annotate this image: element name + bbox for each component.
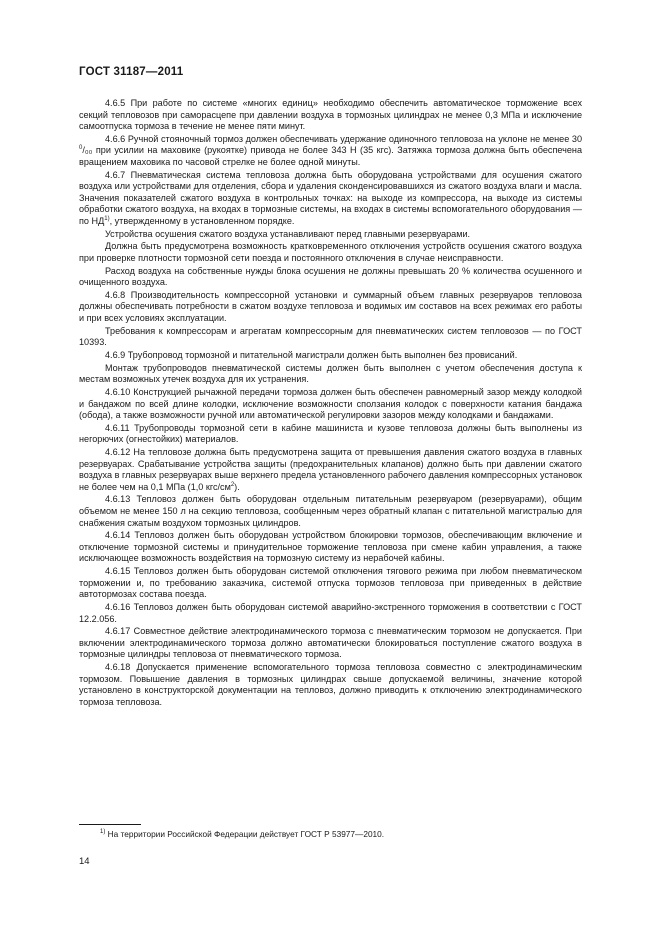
paragraph-text: Монтаж трубопроводов пневматической системы должен быть выполнен с учетом обеспечения доступа к местам возможных утечек воздуха для их устранения. bbox=[79, 362, 582, 385]
paragraph-text: Устройства осушения сжатого воздуха устанавливают перед главными резервуарами. bbox=[105, 228, 471, 239]
paragraph-text: 4.6.17 Совместное действие электродинамического тормоза с пневматическим тормозом не допускается. При включении электродинамического тормоза должно автоматически блокироваться поступление сжатого воздуха в тормозные цилиндры тепловоза от пневматического тормоза. bbox=[79, 626, 582, 660]
superscript: 0 bbox=[79, 145, 83, 152]
paragraph bbox=[79, 602, 582, 625]
footnote bbox=[100, 829, 384, 839]
paragraph bbox=[79, 326, 582, 349]
paragraph-text: Расход воздуха на собственные нужды блока осушения не должны превышать 20 % количества осушенного и очищенного воздуха. bbox=[79, 265, 582, 288]
paragraph-text: 4.6.8 Производительность компрессорной установки и суммарный объем главных резервуаров тепловоза должны обеспечивать потребности в сжатом воздухе тепловоза и водимых им составов на всех режимах его работы и при всех условиях эксплуатации. bbox=[79, 289, 582, 323]
paragraph-text: 4.6.7 Пневматическая система тепловоза должна быть оборудована устройствами для осушения сжатого воздуха или устройствами для отделения, сбора и удаления сконденсировавшихся из сжатого воздуха влаги и масла. Значения показателей сжатого воздуха в контрольных точках: на выходе из компрессора, на выходе из системы обработки сжатого воздуха, на входах в тормозные системы, на входах в системы вспомогательного оборудования — по НД bbox=[79, 169, 582, 226]
footnote-marker: 1) bbox=[100, 829, 106, 836]
paragraph bbox=[79, 266, 582, 289]
footnote-text: На территории Российской Федерации действует ГОСТ Р 53977—2010. bbox=[107, 829, 385, 839]
paragraph-text: 4.6.9 Трубопровод тормозной и питательной магистрали должен быть выполнен без провисаний. bbox=[105, 349, 518, 360]
paragraph-text: 4.6.5 При работе по системе «многих единиц» необходимо обеспечить автоматическое торможение всех секций тепловозов при саморасцепе при давлении воздуха в тормозных цилиндрах не менее 0,3 МПа и исключение самоотпуска тормоза в течение не менее пяти минут. bbox=[79, 98, 582, 132]
paragraph-text: 4.6.6 Ручной стояночный тормоз должен обеспечивать удержание одиночного тепловоза на уклоне не менее 30 bbox=[105, 133, 582, 144]
standard-header: ГОСТ 31187—2011 bbox=[79, 66, 184, 78]
paragraph-text: 4.6.16 Тепловоз должен быть оборудован системой аварийно-экстренного торможения в соответствии с ГОСТ 12.2.056. bbox=[79, 601, 582, 624]
paragraph bbox=[79, 662, 582, 708]
paragraph-text: 4.6.14 Тепловоз должен быть оборудован устройством блокировки тормозов, обеспечивающим включение и отключение тормозной системы и принудительное торможение тепловоза при смене кабин управления, а также исключающее возможность воздействия на тормозную систему из нерабочей кабины. bbox=[79, 530, 582, 564]
paragraph bbox=[79, 229, 582, 241]
paragraph-text: 4.6.11 Трубопроводы тормозной сети в кабине машиниста и кузове тепловоза должны быть выполнены из негорючих (огнестойких) материалов. bbox=[79, 422, 582, 445]
paragraph-text: 4.6.10 Конструкцией рычажной передачи тормоза должен быть обеспечен равномерный зазор между колодкой и бандажом по всей длине колодки, исключение возможности сползания колодок с поверхности катания бандажа (обода), а также возможности ручной или автоматической регулировки зазоров между колодками и бандажами. bbox=[79, 387, 582, 421]
paragraph-text: Требования к компрессорам и агрегатам компрессорным для пневматических систем тепловозов — по ГОСТ 10393. bbox=[79, 325, 582, 348]
paragraph-text-continued: /₀₀ при усилии на маховике (рукоятке) привода не более 343 Н (35 кгс). Затяжка тормоза должна быть обеспечена вращением маховика по часовой стрелке не более одной минуты. bbox=[79, 145, 582, 167]
paragraph bbox=[79, 170, 582, 228]
paragraph bbox=[79, 134, 582, 169]
paragraph bbox=[79, 387, 582, 422]
paragraph bbox=[79, 494, 582, 529]
superscript: 2 bbox=[230, 481, 235, 488]
page-number: 14 bbox=[79, 856, 90, 867]
paragraph bbox=[79, 350, 582, 362]
paragraph-text: 4.6.12 На тепловозе должна быть предусмотрена защита от превышения давления сжатого воздуха в главных резервуарах. Срабатывание устройства защиты (предохранительных клапанов) должно быть при давлении сжатого воздуха в главных резервуарах выше верхнего предела установленного рабочего давления компрессорных установок не более чем на 0,1 МПа (1,0 кгс/см bbox=[79, 447, 582, 492]
paragraph bbox=[79, 530, 582, 565]
paragraph bbox=[79, 98, 582, 133]
paragraph-text: 4.6.18 Допускается применение вспомогательного тормоза тепловоза совместно с электродинамическим тормозом. Повышение давления в тормозных цилиндрах свыше допускаемой величины, значение которой установлено в конструкторской документации на тепловоз, должно приводить к отключению электродинамического тормоза тепловоза. bbox=[79, 662, 582, 707]
paragraph-text: 4.6.15 Тепловоз должен быть оборудован системой отключения тягового режима при любом пневматическом торможении и, по требованию заказчика, системой отпуска тормозов тепловоза при приведенных в действие автотормозах состава поезда. bbox=[79, 566, 582, 600]
footnote-divider bbox=[79, 824, 141, 825]
paragraph-text: Должна быть предусмотрена возможность кратковременного отключения устройств осушения сжатого воздуха при проверке плотности тормозной сети поезда и постоянного отключения в случае неисправности. bbox=[79, 241, 582, 263]
paragraph bbox=[79, 447, 582, 493]
paragraph bbox=[79, 290, 582, 325]
paragraph bbox=[79, 241, 582, 264]
paragraph bbox=[79, 423, 582, 446]
paragraph bbox=[79, 626, 582, 661]
paragraph-text-continued: , утвержденному в установленном порядке. bbox=[109, 215, 295, 226]
paragraph-text: 4.6.13 Тепловоз должен быть оборудован отдельным питательным резервуаром (резервуарами), общим объемом не менее 150 л на секцию тепловоза, сообщенным через обратный клапан с питательной магистралью для снабжения сжатым воздухом тормозных цилиндров. bbox=[79, 494, 582, 528]
paragraph bbox=[79, 566, 582, 601]
paragraph bbox=[79, 363, 582, 386]
paragraph-text-continued: ). bbox=[234, 481, 240, 492]
superscript: 1) bbox=[104, 215, 110, 222]
body-text bbox=[79, 98, 582, 709]
